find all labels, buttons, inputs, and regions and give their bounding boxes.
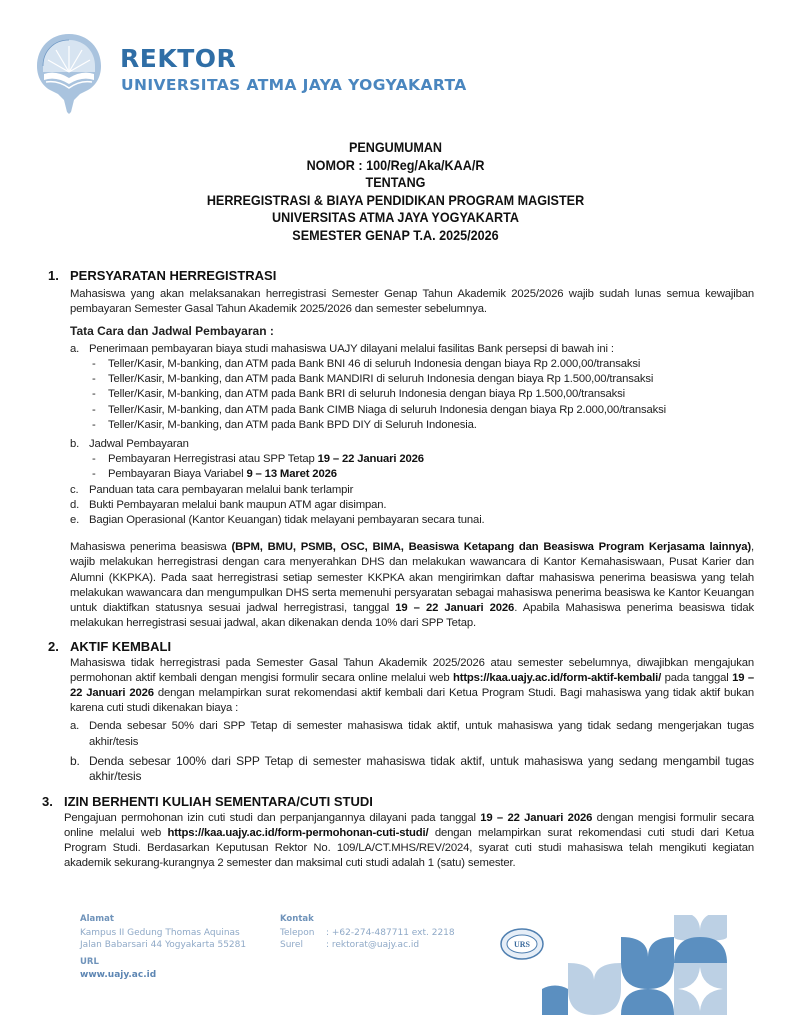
section-number: 2.	[48, 639, 59, 655]
payment-list	[70, 342, 754, 528]
list-item: e. Bagian Operasional (Kantor Keuangan) tidak melayani pembayaran secara tunai.	[70, 514, 485, 527]
scholarship-paragraph: Mahasiswa penerima beasiswa (BPM, BMU, PSMB, OSC, BIMA, Beasiswa Ketapang dan Beasiswa Program Kerjasama lainnya), wajib melakukan herregistrasi dengan cara menyerahkan DHS dan melakukan wawancara di Kantor Kemahasiswaan, Pusat Karier dan Alumni (KKPKA). Pada saat herregistrasi setiap semester KKPKA akan mengirimkan daftar mahasiswa penerima beasiswa yang telah melakukan wawancara dan mengumpulkan DHS serta memenuhi persyaratan sebagai mahasiswa penerima beasiswa ke Kantor Keuangan untuk diaktifkan statusnya sesuai jadwal herregistrasi, tanggal 19 – 22 Januari 2026. Apabila Mahasiswa penerima beasiswa tidak melakukan herregistrasi sesuai jadwal, akan dikenakan denda 10% dari SPP Tetap.	[70, 541, 754, 630]
section-3-heading	[42, 794, 754, 809]
list-item: d. Bukti Pembayaran melalui bank maupun ATM agar disimpan.	[70, 498, 387, 511]
title-line: PENGUMUMAN	[348, 139, 443, 155]
list-item: a. Denda sebesar 50% dari SPP Tetap di semester mahasiswa tidak aktif, untuk mahasiswa yang tidak sedang mengerjakan tugas akhir/tesis	[70, 720, 754, 748]
bank-item: - Teller/Kasir, M-banking, dan ATM pada Bank BNI 46 di seluruh Indonesia dengan biaya Rp 2.000,00/transaksi	[92, 358, 641, 371]
payment-procedure-heading: Tata Cara dan Jadwal Pembayaran :	[70, 323, 274, 338]
title-line: NOMOR : 100/Reg/Aka/KAA/R	[306, 156, 485, 173]
university-seal-icon	[34, 32, 104, 114]
section-2-paragraph: Mahasiswa tidak herregistrasi pada Semester Gasal Tahun Akademik 2025/2026 atau semester sebelumnya, diwajibkan mengajukan permohonan aktif kembali dengan mengisi formulir secara online melalui web https://kaa.uajy.ac.id/form-aktif-kembali/ pada tanggal 19 – 22 Januari 2026 dengan melampirkan surat rekomendasi aktif kembali dari Ketua Program Studi. Bagi mahasiswa yang tidak aktif bukan karena cuti studi dikenakan biaya :	[70, 656, 754, 715]
section-title: IZIN BERHENTI KULIAH SEMENTARA/CUTI STUDI	[64, 794, 373, 810]
footer-address: Alamat Kampus II Gedung Thomas Aquinas Jalan Babarsari 44 Yogyakarta 55281 URL www.uajy.ac.id	[80, 914, 247, 980]
brand-subtitle: UNIVERSITAS ATMA JAYA YOGYAKARTA	[121, 76, 467, 94]
list-item: c. Panduan tata cara pembayaran melalui bank terlampir	[70, 483, 354, 496]
title-line: UNIVERSITAS ATMA JAYA YOGYAKARTA	[272, 209, 519, 225]
phone-row: Telepon : +62-274-487711 ext. 2218	[280, 928, 455, 938]
title-line: SEMESTER GENAP T.A. 2025/2026	[292, 226, 499, 243]
section-number: 3.	[42, 794, 53, 810]
section-1-heading	[48, 268, 754, 283]
bank-item: - Teller/Kasir, M-banking, dan ATM pada Bank MANDIRI di seluruh Indonesia dengan biaya Rp 1.500,00/transaksi	[92, 373, 654, 386]
list-item: b. Denda sebesar 100% dari SPP Tetap di semester mahasiswa tidak aktif, untuk mahasiswa yang sedang mengambil tugas akhir/tesis	[70, 753, 754, 784]
svg-text:URS: URS	[513, 940, 531, 949]
fine-list	[70, 719, 754, 784]
list-item: a. Penerimaan pembayaran biaya studi mahasiswa UAJY dilayani melalui fasilitas Bank persepsi di bawah ini :	[70, 342, 614, 355]
bank-item: - Teller/Kasir, M-banking, dan ATM pada Bank BRI di seluruh Indonesia dengan biaya Rp 1.500,00/transaksi	[92, 388, 626, 401]
announcement-title	[0, 139, 791, 244]
title-line: HERREGISTRASI & BIAYA PENDIDIKAN PROGRAM MAGISTER	[206, 191, 585, 208]
decorative-petal-pattern	[540, 915, 760, 1015]
list-item: b. Jadwal Pembayaran	[70, 438, 189, 451]
email-row: Surel : rektorat@uajy.ac.id	[280, 940, 420, 950]
title-line: TENTANG	[365, 174, 426, 190]
section-1-intro: Mahasiswa yang akan melaksanakan herregistrasi Semester Genap Tahun Akademik 2025/2026 wajib sudah lunas semua kewajiban pembayaran Semester Gasal Tahun Akademik 2025/2026 dan semester sebelumnya.	[70, 288, 754, 316]
form-aktif-kembali-link[interactable]: https://kaa.uajy.ac.id/form-aktif-kembali/	[452, 671, 662, 684]
form-cuti-studi-link[interactable]: https://kaa.uajy.ac.id/form-permohonan-cuti-studi/	[167, 826, 429, 839]
schedule-item: - Pembayaran Biaya Variabel 9 – 13 Maret 2026	[92, 468, 337, 481]
section-number: 1.	[48, 268, 59, 283]
email-link[interactable]: : rektorat@uajy.ac.id	[326, 940, 420, 950]
bank-item: - Teller/Kasir, M-banking, dan ATM pada Bank CIMB Niaga di seluruh Indonesia dengan biaya Rp 2.000,00/transaksi	[92, 403, 667, 416]
section-title: AKTIF KEMBALI	[70, 639, 172, 655]
bank-item: - Teller/Kasir, M-banking, dan ATM pada Bank BPD DIY di Seluruh Indonesia.	[92, 418, 477, 431]
section-3-paragraph: Pengajuan permohonan izin cuti studi dan perpanjangannya dilayani pada tanggal 19 – 22 Januari 2026 dengan mengisi formulir secara online melalui web https://kaa.uajy.ac.id/form-permohonan-cuti-studi/ dengan melampirkan surat rekomendasi cuti studi dari Ketua Program Studi. Berdasarkan Keputusan Rektor No. 109/LA/CT.MHS/REV/2024, syarat cuti studi mahasiswa telah mengikuti kegiatan akademik sekurang-kurangnya 2 semester dan maksimal cuti studi adalah 1 (satu) semester.	[64, 811, 755, 870]
certification-badge-icon	[499, 927, 545, 961]
letterhead	[34, 32, 494, 116]
schedule-item: - Pembayaran Herregistrasi atau SPP Tetap 19 – 22 Januari 2026	[92, 453, 424, 466]
section-2-heading	[48, 639, 754, 654]
section-title: PERSYARATAN HERREGISTRASI	[70, 268, 277, 283]
brand-title: REKTOR	[120, 44, 237, 73]
announcement-body	[42, 268, 755, 871]
website-link[interactable]: www.uajy.ac.id	[80, 970, 157, 980]
footer-contact: Kontak Telepon : +62-274-487711 ext. 2218 Surel : rektorat@uajy.ac.id	[280, 914, 455, 950]
